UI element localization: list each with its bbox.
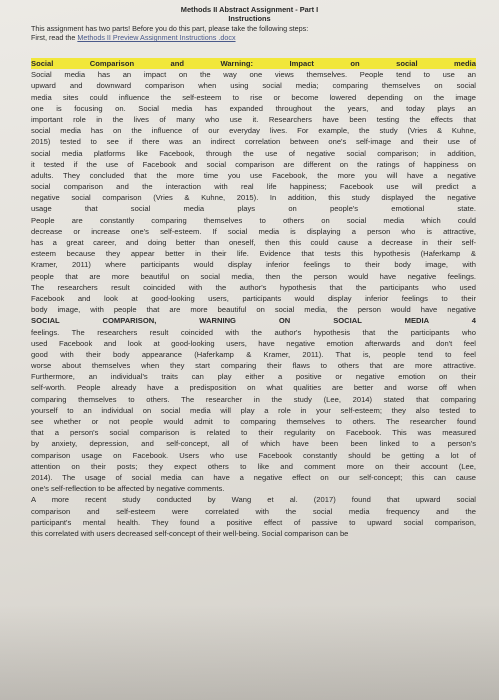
essay-line: yourself to an individual on social media will play a role in your self-esteem; they also tested to <box>31 405 476 415</box>
essay-line: social comparison and the interaction with real life happiness; Facebook use will predict a <box>31 182 476 192</box>
essay-line: A more recent study conducted by Wang et al. (2017) found that upward social <box>31 495 476 505</box>
essay-line: Facebook and look at good-looking users, participants would display inferior feelings to their <box>31 293 476 303</box>
essay-line: good with their body appearance (Haferkamp & Kramer, 2011). That is, people tend to feel <box>31 349 476 359</box>
essay-line: 2015) tested to see if there was an indirect correlation between one's self-image and their use of <box>31 137 476 147</box>
essay-line: comparing themselves to others. The researcher in the study (Lee, 2014) stated that comparing <box>31 394 476 404</box>
essay-line: this correlated with users decreased self-concept of their well-being. Social comparison can be <box>31 528 349 538</box>
essay-line: 2014). The usage of social media can have a negative effect on our self-concept; this can cause <box>31 472 476 482</box>
essay-title-line: Social Comparison and Warning: Impact on social media <box>31 59 476 68</box>
essay-line: see whether or not people would admit to comparing themselves to others. The researcher found <box>31 417 476 426</box>
document-header <box>0 5 499 23</box>
essay-line: people that are more beautiful on social media, then the person would have negative feelings. <box>31 271 476 281</box>
instructions-heading: Instructions <box>228 14 271 23</box>
essay-line: body image, with people that are more beautiful on social media, the person would have negative <box>31 305 476 315</box>
essay-line: used Facebook and look at good-looking users, have negative emotion afterwards and don't feel <box>31 338 476 348</box>
essay-line: self-worth. People already have a predisposition on what qualities are better and worse off when <box>31 383 476 393</box>
essay-body <box>31 58 476 539</box>
essay-line: one's self-reflection to be affected by negative comments. <box>31 484 225 494</box>
essay-line: The researchers result coincided with the author's hypothesis that the participants who used <box>31 282 476 292</box>
essay-line: participant's mental health. They found a positive effect of passive to upward social comparison, <box>31 517 476 527</box>
essay-line: negative social comparison (Vries & Kuhne, 2015). In addition, this study displayed the negative <box>31 193 476 203</box>
essay-line: People are constantly comparing themselves to others on social media which could <box>31 215 476 225</box>
essay-line: usage that social media plays on people's emotional state. <box>31 204 476 214</box>
essay-line: important role in the lives of many who use it. Researchers have been testing the effects that <box>31 114 476 124</box>
essay-line: media sites could influence the self-esteem to rise or become lowered depending on the image <box>31 92 476 102</box>
essay-line: decrease or increase one's self-esteem. If social media is displaying a person who is attractive, <box>31 226 476 236</box>
essay-line: social media has on the influence of our everyday lives. For example, the study (Vries & Kuhne, <box>31 126 476 136</box>
essay-line: worse about themselves when they start comparing their flaws to others that are more attractive. <box>31 361 476 371</box>
intro-section <box>31 24 471 42</box>
photo-shadow <box>0 605 499 700</box>
essay-line: esteem because they appear better in their life. Evidence that tests this hypothesis (Haferkamp & <box>31 249 476 259</box>
essay-line: upward and downward comparison when using social media; comparing themselves on social <box>31 81 476 91</box>
running-header-line: SOCIAL COMPARISON, WARNING ON SOCIAL MEDIA 4 <box>31 316 476 326</box>
essay-line: by anxiety, depression, and self-concept, all of which have been been linked to a person's <box>31 439 476 449</box>
essay-line: comparison and self-esteem were correlated with the social media frequency and the <box>31 506 476 516</box>
essay-line: Furthermore, an individual's traits can play either a positive or negative emotion on their <box>31 372 476 382</box>
essay-line: one is focusing on. Social media has expanded throughout the years, and today plays an <box>31 103 476 113</box>
essay-line: comparison usage on Facebook. Users who use Facebook constantly should be getting a lot of <box>31 450 476 460</box>
intro-prefix: First, read the <box>31 33 78 42</box>
essay-line: attention on their posts; they expect others to like and comment more on their account (Lee, <box>31 461 476 471</box>
essay-line: feelings. The researchers result coincided with the author's hypothesis that the participants who <box>31 327 476 337</box>
essay-line: that a person's social comparison is related to their regularity on Facebook. This was measured <box>31 428 476 438</box>
essay-line: has a great career, and doing better than oneself, then this could cause a decrease in their self- <box>31 238 476 247</box>
intro-line: This assignment has two parts! Before you do this part, please take the following steps: <box>31 24 309 33</box>
essay-line: Social media has an impact on the way one views themselves. People tend to use an <box>31 70 476 80</box>
essay-line: it tested if the use of Facebook and social comparison are different on the ratings of happiness on <box>31 159 476 169</box>
instructions-link[interactable]: Methods II Preview Assignment Instructions .docx <box>77 33 236 42</box>
essay-line: adults. They concluded that the more time you use Facebook, the more you will have a negative <box>31 170 476 180</box>
essay-line: social media platforms like Facebook, through the use of negative social comparison; in addition, <box>31 148 476 158</box>
essay-line: Kramer, 2011) where participants would display inferior feelings to their body image, with <box>31 260 476 270</box>
intro-line <box>31 33 471 42</box>
assignment-title: Methods II Abstract Assignment - Part I <box>180 5 319 14</box>
